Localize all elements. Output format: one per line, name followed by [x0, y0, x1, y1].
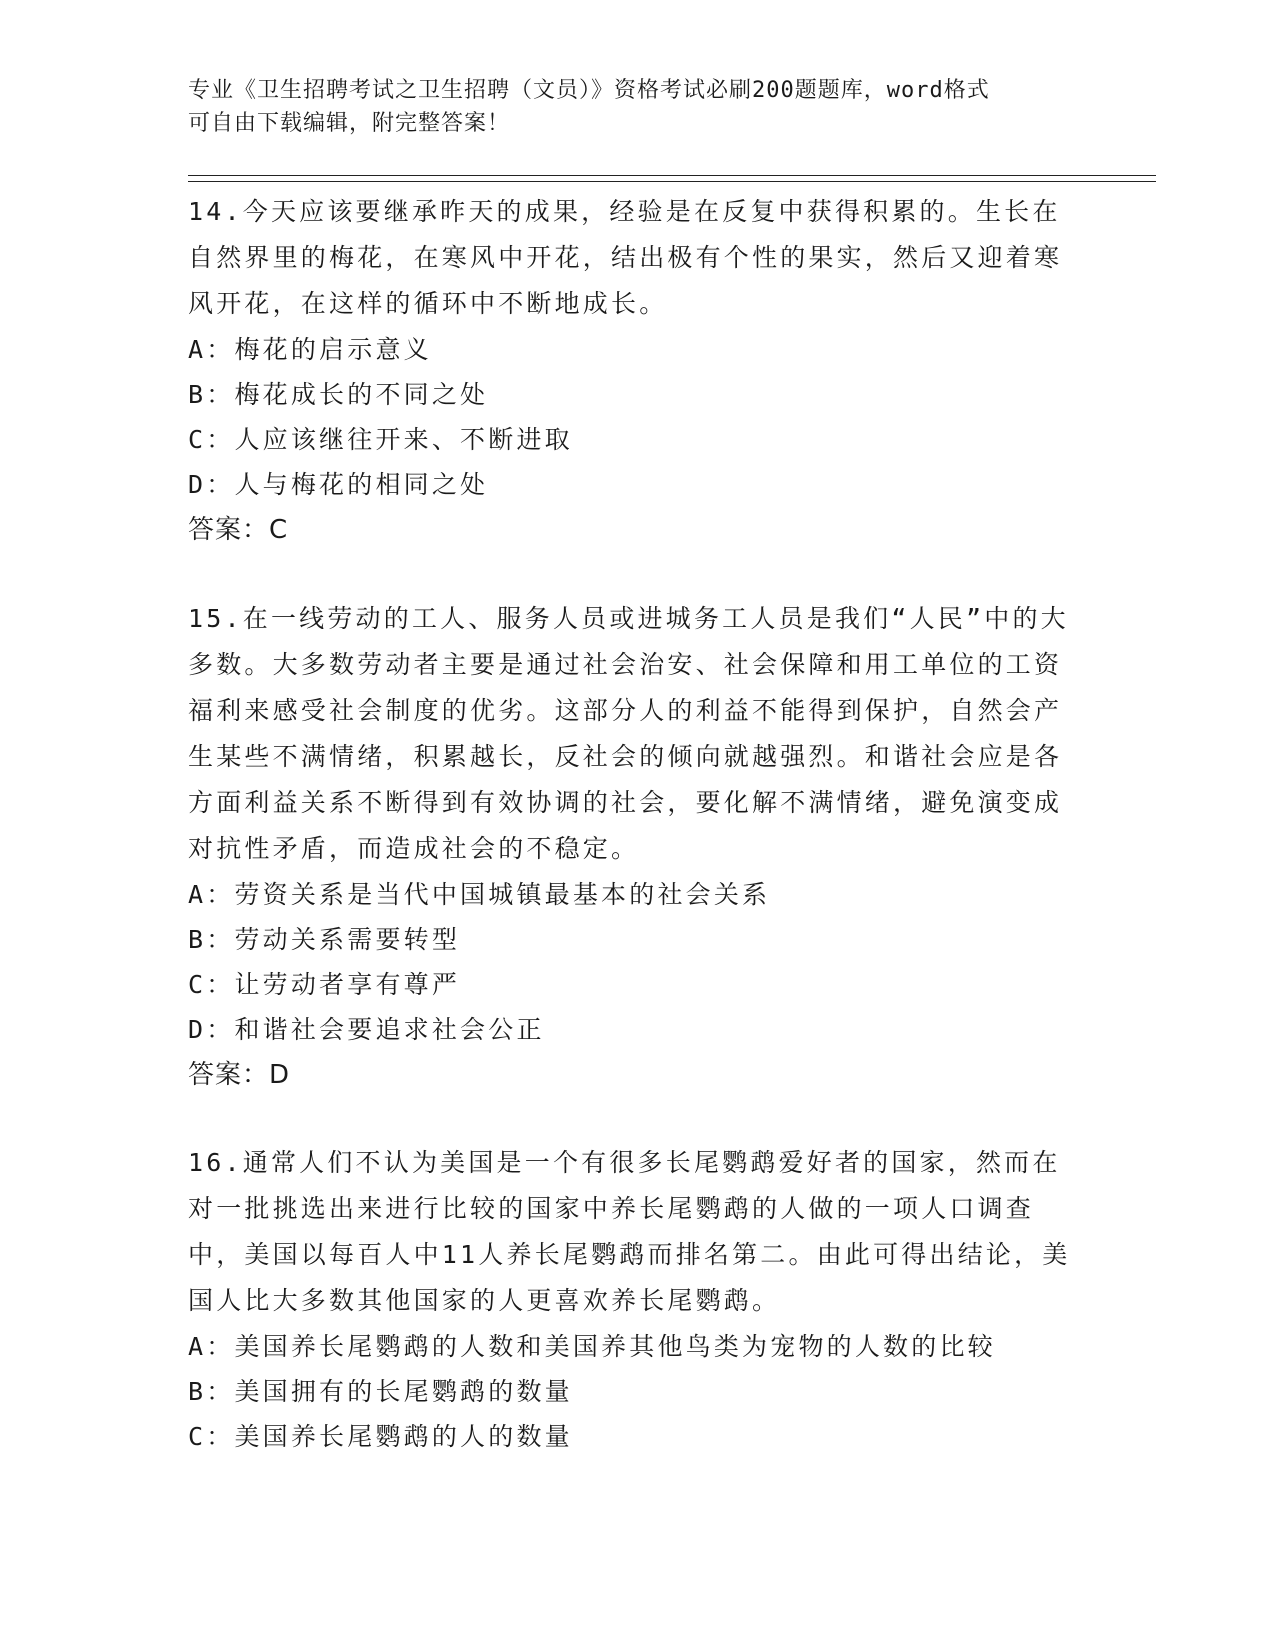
option-a: A：梅花的启示意义	[188, 335, 432, 364]
option-d: D：人与梅花的相同之处	[188, 470, 489, 499]
option-b: B：劳动关系需要转型	[188, 925, 461, 954]
question-stem: 14.今天应该要继承昨天的成果，经验是在反复中获得积累的。生长在自然界里的梅花，在寒风中开花，结出极有个性的果实，然后又迎着寒风开花，在这样的循环中不断地成长。	[188, 197, 1063, 318]
header-divider-top	[188, 175, 1156, 176]
document-header	[188, 74, 1068, 140]
header-divider-bottom	[188, 181, 1156, 182]
question-16	[188, 1140, 1088, 1459]
question-14	[188, 189, 1088, 553]
option-d: D：和谐社会要追求社会公正	[188, 1015, 545, 1044]
option-a: A：劳资关系是当代中国城镇最基本的社会关系	[188, 880, 771, 909]
option-c: C：让劳动者享有尊严	[188, 970, 461, 999]
answer-line: 答案：C	[188, 515, 289, 545]
option-b: B：梅花成长的不同之处	[188, 380, 489, 409]
option-c: C：人应该继往开来、不断进取	[188, 425, 573, 454]
question-stem: 15.在一线劳动的工人、服务人员或进城务工人员是我们“人民”中的大多数。大多数劳动者主要是通过社会治安、社会保障和用工单位的工资福利来感受社会制度的优劣。这部分人的利益不能得到保护，自然会产生某些不满情绪，积累越长，反社会的倾向就越强烈。和谐社会应是各方面利益关系不断得到有效协调的社会，要化解不满情绪，避免演变成对抗性矛盾，而造成社会的不稳定。	[188, 604, 1069, 863]
answer-line: 答案：D	[188, 1060, 291, 1090]
header-line-1: 专业《卫生招聘考试之卫生招聘（文员）》资格考试必刷200题题库，word格式	[188, 78, 990, 103]
question-stem: 16.通常人们不认为美国是一个有很多长尾鹦鹉爱好者的国家，然而在对一批挑选出来进行比较的国家中养长尾鹦鹉的人做的一项人口调查中，美国以每百人中11人养长尾鹦鹉而排名第二。由此可得出结论，美国人比大多数其他国家的人更喜欢养长尾鹦鹉。	[188, 1148, 1071, 1315]
option-c: C：美国养长尾鹦鹉的人的数量	[188, 1422, 573, 1451]
question-15	[188, 596, 1088, 1098]
option-a: A：美国养长尾鹦鹉的人数和美国养其他鸟类为宠物的人数的比较	[188, 1332, 996, 1361]
option-b: B：美国拥有的长尾鹦鹉的数量	[188, 1377, 573, 1406]
header-line-2: 可自由下载编辑，附完整答案！	[188, 111, 511, 136]
